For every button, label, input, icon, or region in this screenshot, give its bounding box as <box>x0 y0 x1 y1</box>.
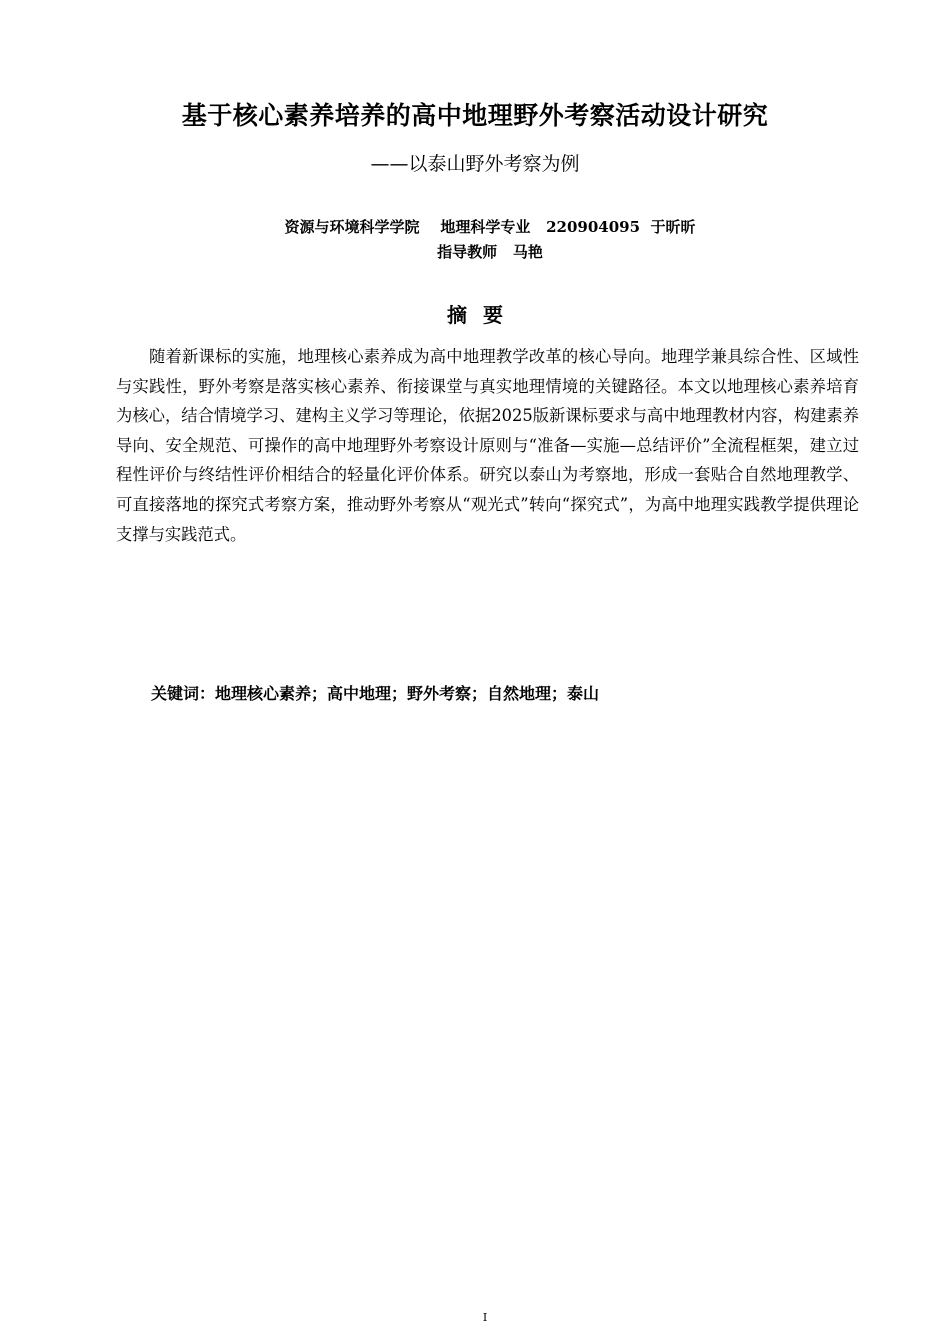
keywords-text: 地理核心素养；高中地理；野外考察；自然地理；泰山 <box>215 684 600 703</box>
keywords-line <box>151 681 599 707</box>
author-name: 于昕昕 <box>650 218 696 236</box>
advisor-label: 指导教师 <box>437 243 498 261</box>
student-id: 220904095 <box>546 218 641 236</box>
advisor-name: 马艳 <box>512 243 543 261</box>
author-info-line <box>0 216 950 238</box>
major-name: 地理科学专业 <box>440 218 531 236</box>
abstract-body: 随着新课标的实施，地理核心素养成为高中地理教学改革的核心导向。地理学兼具综合性、区域性与实践性，野外考察是落实核心素养、衔接课堂与真实地理情境的关键路径。本文以地理核心素养培育为核心，结合情境学习、建构主义学习等理论，依据2025版新课标要求与高中地理教材内容，构建素养导向、安全规范、可操作的高中地理野外考察设计原则与“准备—实施—总结评价”全流程框架，建立过程性评价与终结性评价相结合的轻量化评价体系。研究以泰山为考察地，形成一套贴合自然地理教学、可直接落地的探究式考察方案，推动野外考察从“观光式”转向“探究式”，为高中地理实践教学提供理论支撑与实践范式。 <box>116 347 859 544</box>
abstract-heading: 摘要 <box>447 303 519 327</box>
document-subtitle: ——以泰山野外考察为例 <box>370 153 580 175</box>
keywords-label: 关键词： <box>151 684 216 703</box>
page-number: I <box>482 1311 488 1324</box>
college-name: 资源与环境科学学院 <box>284 218 420 236</box>
document-title: 基于核心素养培养的高中地理野外考察活动设计研究 <box>181 101 769 130</box>
advisor-info-line <box>0 241 950 263</box>
